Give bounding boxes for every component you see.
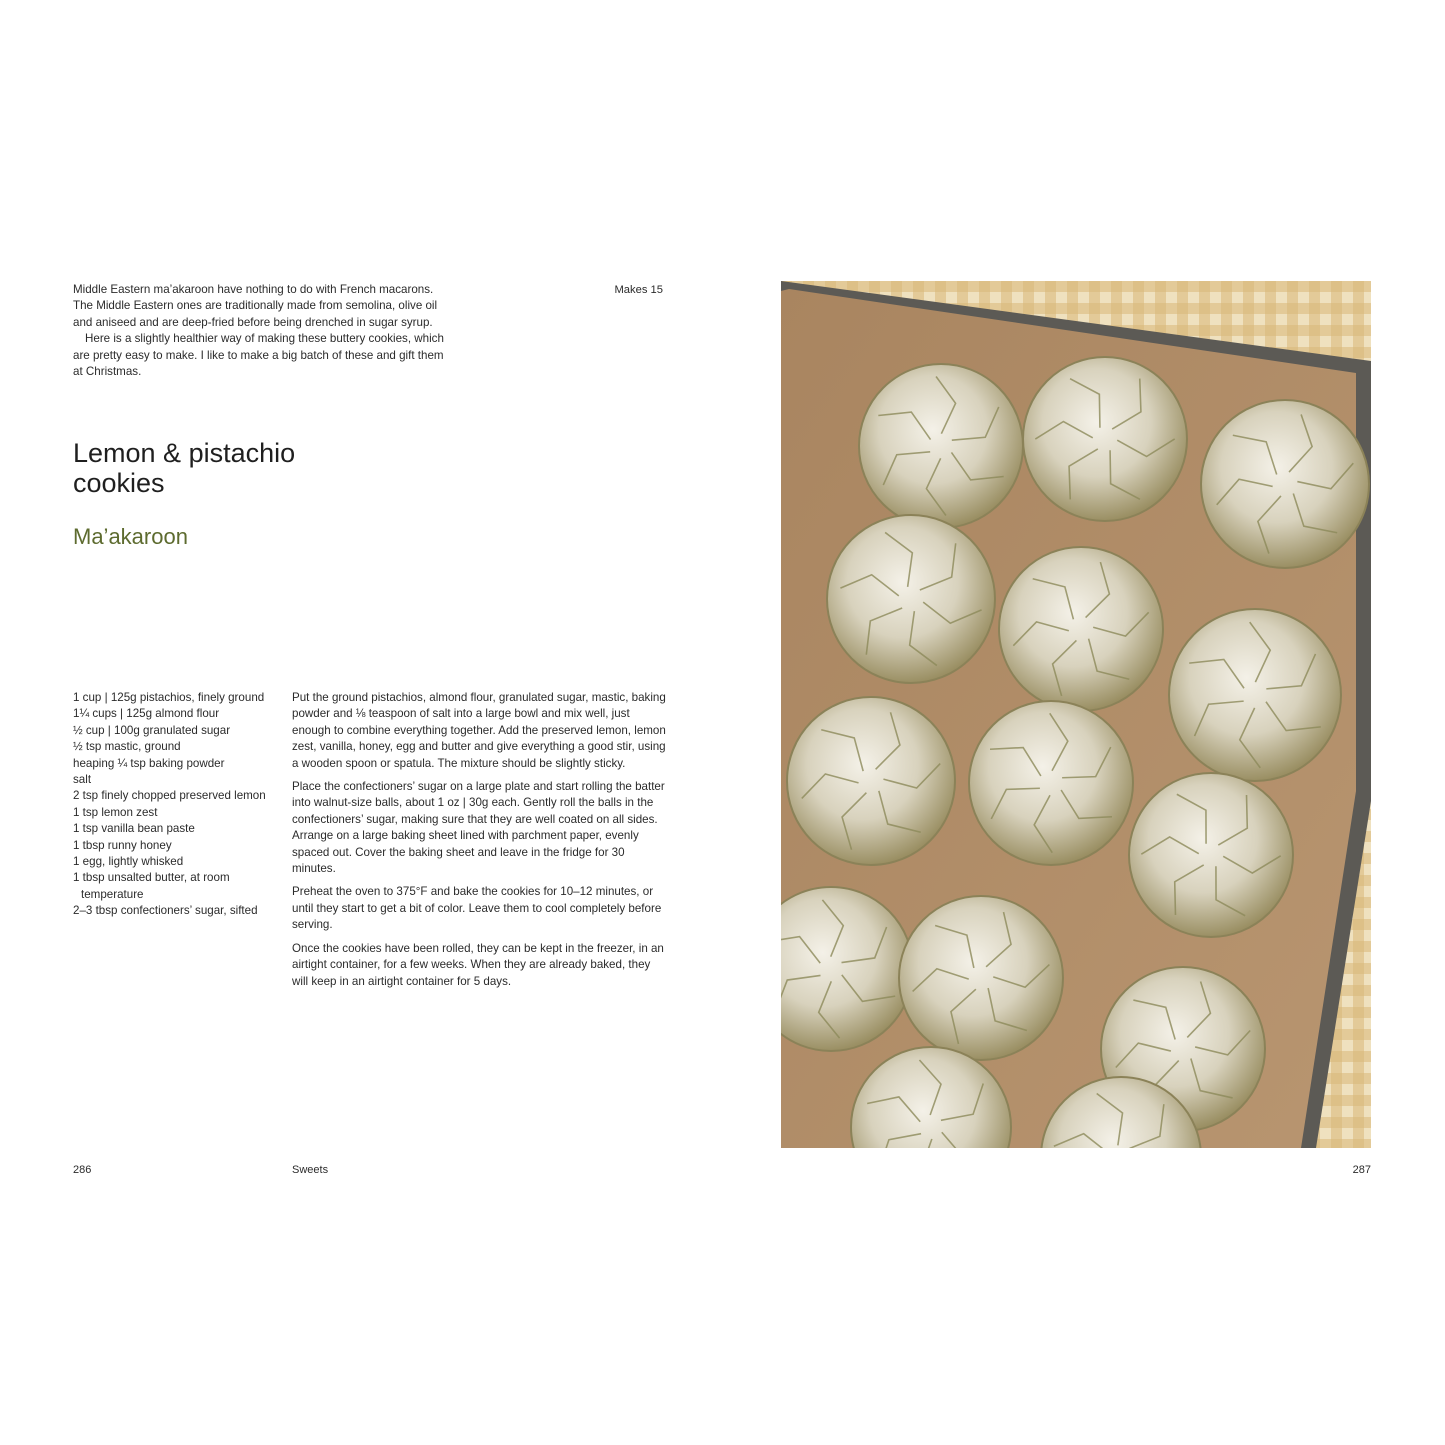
- cookies-photo: [781, 281, 1371, 1148]
- ingredient-item: heaping ¼ tsp baking powder: [73, 756, 225, 770]
- ingredient-item: 1¼ cups | 125g almond flour: [73, 707, 220, 721]
- cookie: [1201, 400, 1369, 568]
- ingredient-item: 1 tbsp runny honey: [73, 838, 172, 852]
- ingredient-item: 2 tsp finely chopped preserved lemon: [73, 789, 266, 803]
- cookie: [969, 701, 1133, 865]
- cookie: [787, 697, 955, 865]
- method-text: [292, 690, 667, 997]
- ingredient-item: 1 tsp vanilla bean paste: [73, 822, 195, 836]
- ingredient-item: 2–3 tbsp confectioners’ sugar, sifted: [73, 904, 258, 918]
- intro-paragraph-1: Middle Eastern ma’akaroon have nothing to do with French macarons. The Middle Eastern ones are traditionally made from semolina, olive oil and aniseed and are deep-fried before being drenched in sugar syrup.: [73, 283, 438, 329]
- recipe-title-line-1: Lemon & pistachio: [73, 438, 296, 468]
- ingredient-item: ½ cup | 100g granulated sugar: [73, 723, 231, 737]
- page-number-right: 287: [1352, 1164, 1371, 1176]
- intro-paragraph-2: Here is a slightly healthier way of making these buttery cookies, which are pretty easy to make. I like to make a big batch of these and gift them at Christmas.: [73, 332, 444, 379]
- intro-text: [73, 282, 445, 380]
- ingredient-list: [73, 690, 268, 920]
- cookie: [827, 515, 995, 683]
- ingredient-item: 1 egg, lightly whisked: [73, 855, 184, 869]
- ingredient-item: 1 cup | 125g pistachios, finely ground: [73, 691, 265, 704]
- cookie: [1169, 609, 1341, 781]
- ingredient-item: ½ tsp mastic, ground: [73, 740, 181, 754]
- method-step: Place the confectioners’ sugar on a large plate and start rolling the batter into walnut-size balls, about 1 oz | 30g each. Gently roll the balls in the confectioners’ sugar, making sure that they are well coated on all sides. Arrange on a large baking sheet lined with parchment paper, evenly spaced out. Cover the baking sheet and leave in the fridge for 30 minutes.: [292, 780, 665, 876]
- cookie: [999, 547, 1163, 711]
- recipe-subtitle: Ma’akaroon: [73, 524, 188, 549]
- cookie: [859, 364, 1023, 528]
- ingredient-item: 1 tbsp unsalted butter, at room temperature: [73, 871, 230, 901]
- recipe-title-line-2: cookies: [73, 468, 165, 498]
- cookie: [1023, 357, 1187, 521]
- method-step: Once the cookies have been rolled, they can be kept in the freezer, in an airtight container, for a few weeks. When they are already baked, they will keep in an airtight container for 5 days.: [292, 941, 664, 988]
- section-name: Sweets: [292, 1164, 329, 1176]
- page-number-left: 286: [73, 1164, 92, 1176]
- cookie: [899, 896, 1063, 1060]
- recipe-yield: Makes 15: [614, 284, 663, 296]
- recipe-title: [73, 438, 433, 498]
- ingredient-item: 1 tsp lemon zest: [73, 805, 158, 819]
- cookies-photo-illustration: [781, 281, 1371, 1148]
- cookie: [1129, 773, 1293, 937]
- method-step: Preheat the oven to 375°F and bake the cookies for 10–12 minutes, or until they start to get a bit of color. Leave them to cool completely before serving.: [292, 885, 662, 932]
- method-step: Put the ground pistachios, almond flour, granulated sugar, mastic, baking powder and ⅛ teaspoon of salt into a large bowl and mix well, just enough to combine everything together. Add the preserved lemon, lemon zest, vanilla, honey, egg and butter and give everything a good stir, using a wooden spoon or spatula. The mixture should be slightly sticky.: [292, 691, 666, 770]
- ingredient-item: salt: [73, 773, 92, 787]
